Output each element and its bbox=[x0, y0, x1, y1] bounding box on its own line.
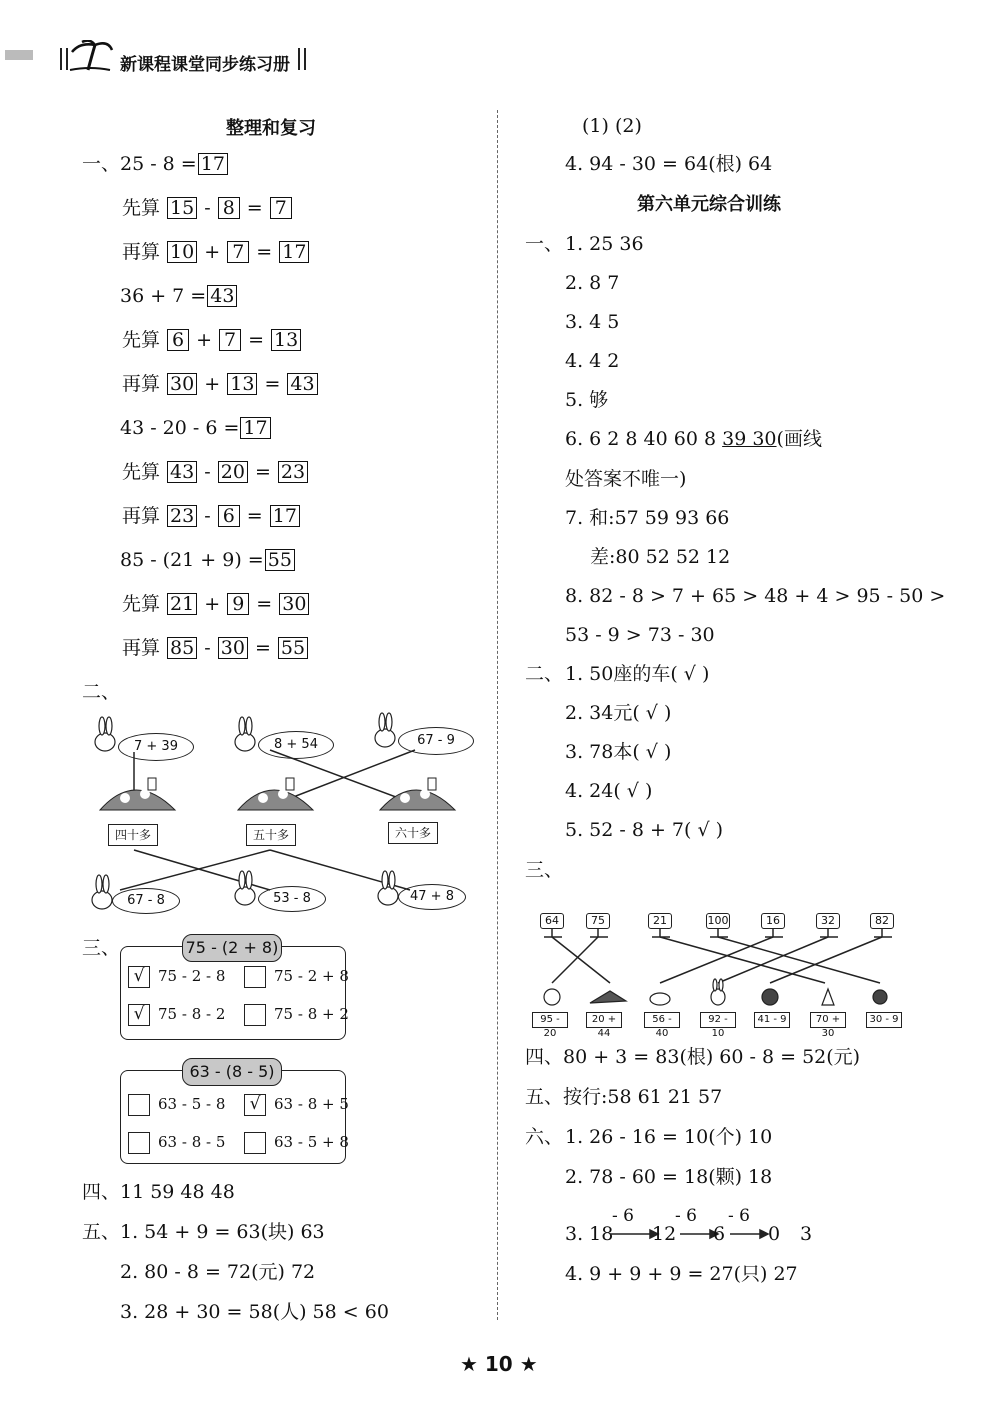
operator: - bbox=[198, 637, 217, 659]
q1-step-label: 再算 bbox=[122, 373, 167, 395]
s1-line-6-cont: 处答案不唯一) bbox=[565, 468, 687, 490]
q1-step-label: 再算 bbox=[122, 505, 167, 527]
section-title-review: 整理和复习 bbox=[226, 118, 316, 139]
sign-label: 16 bbox=[761, 913, 785, 929]
q5-line-2: 2. 80 - 8 = 72(元) 72 bbox=[120, 1261, 316, 1283]
header-title: 新课程课堂同步练习册 bbox=[120, 55, 290, 75]
q1-line bbox=[120, 284, 238, 308]
page-number: ★ 10 ★ bbox=[460, 1352, 538, 1376]
s4-line: 四、80 + 3 = 83(根) 60 - 8 = 52(元) bbox=[525, 1046, 861, 1068]
checkbox: √ bbox=[128, 966, 150, 988]
rabbit-expr-top-2: 8 + 54 bbox=[258, 731, 334, 759]
s1-line-7a: 7. 和:57 59 93 66 bbox=[565, 507, 730, 529]
operand-box: 20 bbox=[218, 461, 248, 483]
result-box: 30 bbox=[279, 593, 309, 615]
mushroom-house-icon bbox=[100, 778, 175, 810]
equals-sign: = bbox=[250, 593, 279, 615]
answer-box: 55 bbox=[265, 549, 295, 571]
operand-box: 30 bbox=[218, 637, 248, 659]
q1-line bbox=[122, 240, 310, 264]
s6-step-2: - 6 bbox=[675, 1206, 697, 1226]
s5-line: 五、按行:58 61 21 57 bbox=[525, 1086, 723, 1108]
q1-line bbox=[122, 372, 319, 396]
q1-line bbox=[122, 196, 293, 220]
equals-sign: = bbox=[240, 197, 269, 219]
q1-line bbox=[122, 592, 310, 616]
rabbit-expr-bottom-2: 53 - 8 bbox=[258, 886, 326, 912]
checkbox-label: 75 - 8 - 2 bbox=[158, 1005, 226, 1023]
s2-line-5: 5. 52 - 8 + 7( √ ) bbox=[565, 819, 724, 841]
operator: + bbox=[190, 329, 219, 351]
operand-box: 7 bbox=[219, 329, 241, 351]
animal-icons bbox=[544, 979, 887, 1005]
q1-expression: 43 - 20 - 6 = bbox=[120, 417, 240, 439]
checkbox bbox=[244, 1004, 266, 1026]
house-label-1: 四十多 bbox=[108, 824, 158, 846]
sign-label: 21 bbox=[648, 913, 672, 929]
equals-sign: = bbox=[242, 329, 271, 351]
operand-box: 7 bbox=[227, 241, 249, 263]
s6-line-2: 2. 78 - 60 = 18(颗) 18 bbox=[565, 1166, 773, 1188]
q1-line bbox=[122, 504, 301, 528]
operator: - bbox=[198, 505, 217, 527]
s6-step-3: - 6 bbox=[728, 1206, 750, 1226]
q4-line: 四、11 59 48 48 bbox=[82, 1181, 235, 1203]
column-divider bbox=[497, 110, 498, 1320]
operand-box: 43 bbox=[167, 461, 197, 483]
s6-mid-1: 12 bbox=[652, 1223, 677, 1245]
s1-line-3: 3. 4 5 bbox=[565, 311, 620, 333]
house-label-3: 六十多 bbox=[388, 822, 438, 844]
q5-line-3: 3. 28 + 30 = 58(人) 58 < 60 bbox=[120, 1301, 389, 1323]
s6-line-3-suffix: 3 bbox=[800, 1223, 813, 1245]
checkbox bbox=[244, 1132, 266, 1154]
operand-box: 30 bbox=[167, 373, 197, 395]
operand-box: 10 bbox=[167, 241, 197, 263]
q1-line bbox=[120, 416, 272, 440]
s2-line-1: 1. 50座的车( √ ) bbox=[565, 663, 710, 685]
q1-line bbox=[122, 636, 309, 660]
s2-line-3: 3. 78本( √ ) bbox=[565, 741, 672, 763]
operator: + bbox=[198, 241, 227, 263]
q3-group-2-title: 63 - (8 - 5) bbox=[182, 1058, 282, 1086]
equals-sign: = bbox=[258, 373, 287, 395]
q1-expression: 85 - (21 + 9) = bbox=[120, 549, 264, 571]
section-title-unit6: 第六单元综合训练 bbox=[637, 194, 781, 215]
animal-expression: 70 + 30 bbox=[810, 1012, 846, 1028]
checkbox: √ bbox=[244, 1094, 266, 1116]
q1-line bbox=[122, 460, 309, 484]
rabbit-expr-top-1: 7 + 39 bbox=[118, 733, 194, 761]
s2-line-2: 2. 34元( √ ) bbox=[565, 702, 672, 724]
animal-expression: 30 - 9 bbox=[866, 1012, 902, 1028]
operand-box: 8 bbox=[218, 197, 240, 219]
sign-label: 32 bbox=[816, 913, 840, 929]
q3-group-1-title: 75 - (2 + 8) bbox=[182, 934, 282, 962]
s6-line-1: 1. 26 - 16 = 10(个) 10 bbox=[565, 1126, 773, 1148]
s1-line-8a: 8. 82 - 8 > 7 + 65 > 48 + 4 > 95 - 50 > bbox=[565, 585, 946, 607]
underlined-answer: 39 30 bbox=[722, 428, 777, 450]
answer-box: 17 bbox=[198, 153, 228, 175]
s1-line-6: 6. 6 2 8 40 60 8 39 30(画线 bbox=[565, 428, 822, 450]
q3-label: 三、 bbox=[82, 937, 121, 959]
checkbox bbox=[128, 1132, 150, 1154]
q1-line bbox=[120, 152, 229, 176]
rabbit-expr-bottom-3: 47 + 8 bbox=[398, 884, 466, 910]
s1-line-5: 5. 够 bbox=[565, 389, 609, 411]
equals-sign: = bbox=[248, 637, 277, 659]
result-box: 13 bbox=[271, 329, 301, 351]
q1-step-label: 先算 bbox=[122, 593, 167, 615]
q1-step-label: 先算 bbox=[122, 197, 167, 219]
result-box: 7 bbox=[270, 197, 292, 219]
rabbit-expr-bottom-1: 67 - 8 bbox=[112, 888, 180, 914]
header-bars-icon bbox=[292, 40, 332, 80]
operand-box: 9 bbox=[227, 593, 249, 615]
sign-label: 75 bbox=[586, 913, 610, 929]
operator: + bbox=[198, 373, 227, 395]
result-box: 23 bbox=[278, 461, 308, 483]
operand-box: 23 bbox=[167, 505, 197, 527]
q1-step-label: 先算 bbox=[122, 329, 167, 351]
operand-box: 6 bbox=[167, 329, 189, 351]
answer-box: 17 bbox=[240, 417, 270, 439]
equals-sign: = bbox=[248, 461, 277, 483]
s1-line-4: 4. 4 2 bbox=[565, 350, 620, 372]
s1-label: 一、 bbox=[525, 233, 564, 255]
sign-label: 82 bbox=[870, 913, 894, 929]
q1-step-label: 先算 bbox=[122, 461, 167, 483]
checkbox-label: 75 - 8 + 2 bbox=[274, 1005, 349, 1023]
s3-label: 三、 bbox=[525, 859, 564, 881]
s1-line-2: 2. 8 7 bbox=[565, 272, 620, 294]
operator: - bbox=[198, 461, 217, 483]
checkbox-label: 75 - 2 + 8 bbox=[274, 967, 349, 985]
operand-box: 15 bbox=[167, 197, 197, 219]
operand-box: 85 bbox=[167, 637, 197, 659]
palm-tree-logo-icon bbox=[0, 40, 115, 80]
right-top-line-2: 4. 94 - 30 = 64(根) 64 bbox=[565, 153, 773, 175]
result-box: 17 bbox=[270, 505, 300, 527]
sign-label: 100 bbox=[707, 914, 729, 927]
animal-expression: 92 - 10 bbox=[700, 1012, 736, 1028]
s1-line-1: 1. 25 36 bbox=[565, 233, 644, 255]
checkbox bbox=[128, 1094, 150, 1116]
checkbox bbox=[244, 966, 266, 988]
checkbox-label: 75 - 2 - 8 bbox=[158, 967, 226, 985]
mushroom-house-icon bbox=[380, 778, 455, 810]
checkbox-label: 63 - 5 + 8 bbox=[274, 1133, 349, 1151]
equals-sign: = bbox=[240, 505, 269, 527]
animal-expression: 56 - 40 bbox=[644, 1012, 680, 1028]
q1-step-label: 再算 bbox=[122, 241, 167, 263]
page-header bbox=[0, 40, 1000, 80]
q1-expression: 25 - 8 = bbox=[120, 153, 197, 175]
s6-step-1: - 6 bbox=[612, 1206, 634, 1226]
answer-box: 43 bbox=[207, 285, 237, 307]
q5-line-1: 1. 54 + 9 = 63(块) 63 bbox=[120, 1221, 325, 1243]
q1-line bbox=[122, 328, 302, 352]
operand-box: 6 bbox=[218, 505, 240, 527]
operand-box: 21 bbox=[167, 593, 197, 615]
q5-label: 五、 bbox=[82, 1221, 121, 1243]
animal-expression: 95 - 20 bbox=[532, 1012, 568, 1028]
s6-label: 六、 bbox=[525, 1126, 564, 1148]
checkbox-label: 63 - 8 - 5 bbox=[158, 1133, 226, 1151]
sign-label: 64 bbox=[540, 913, 564, 929]
equals-sign: = bbox=[250, 241, 279, 263]
animal-expression: 41 - 9 bbox=[754, 1012, 790, 1028]
checkbox: √ bbox=[128, 1004, 150, 1026]
s6-mid-2: 6 bbox=[713, 1223, 726, 1245]
q2-label: 二、 bbox=[82, 681, 121, 703]
s1-line-8b: 53 - 9 > 73 - 30 bbox=[565, 624, 715, 646]
s2-label: 二、 bbox=[525, 663, 564, 685]
checkbox-label: 63 - 8 + 5 bbox=[274, 1095, 349, 1113]
s2-line-4: 4. 24( √ ) bbox=[565, 780, 653, 802]
s1-line-7b: 差:80 52 52 12 bbox=[590, 546, 731, 568]
house-label-2: 五十多 bbox=[246, 824, 296, 846]
result-box: 43 bbox=[287, 373, 317, 395]
s6-mid-3: 0 bbox=[768, 1223, 781, 1245]
rabbit-expr-top-3: 67 - 9 bbox=[398, 727, 474, 755]
operand-box: 13 bbox=[227, 373, 257, 395]
q1-expression: 36 + 7 = bbox=[120, 285, 207, 307]
q1-step-label: 再算 bbox=[122, 637, 167, 659]
checkbox-label: 63 - 5 - 8 bbox=[158, 1095, 226, 1113]
s6-line-3-prefix: 3. 18 bbox=[565, 1223, 614, 1245]
operator: + bbox=[198, 593, 227, 615]
operator: - bbox=[198, 197, 217, 219]
result-box: 55 bbox=[278, 637, 308, 659]
s6-line-4: 4. 9 + 9 + 9 = 27(只) 27 bbox=[565, 1263, 798, 1285]
q1-line bbox=[120, 548, 296, 572]
animal-expression: 20 + 44 bbox=[586, 1012, 622, 1028]
right-top-line-1: (1) (2) bbox=[582, 115, 642, 137]
q1-label: 一、 bbox=[82, 153, 121, 175]
result-box: 17 bbox=[279, 241, 309, 263]
